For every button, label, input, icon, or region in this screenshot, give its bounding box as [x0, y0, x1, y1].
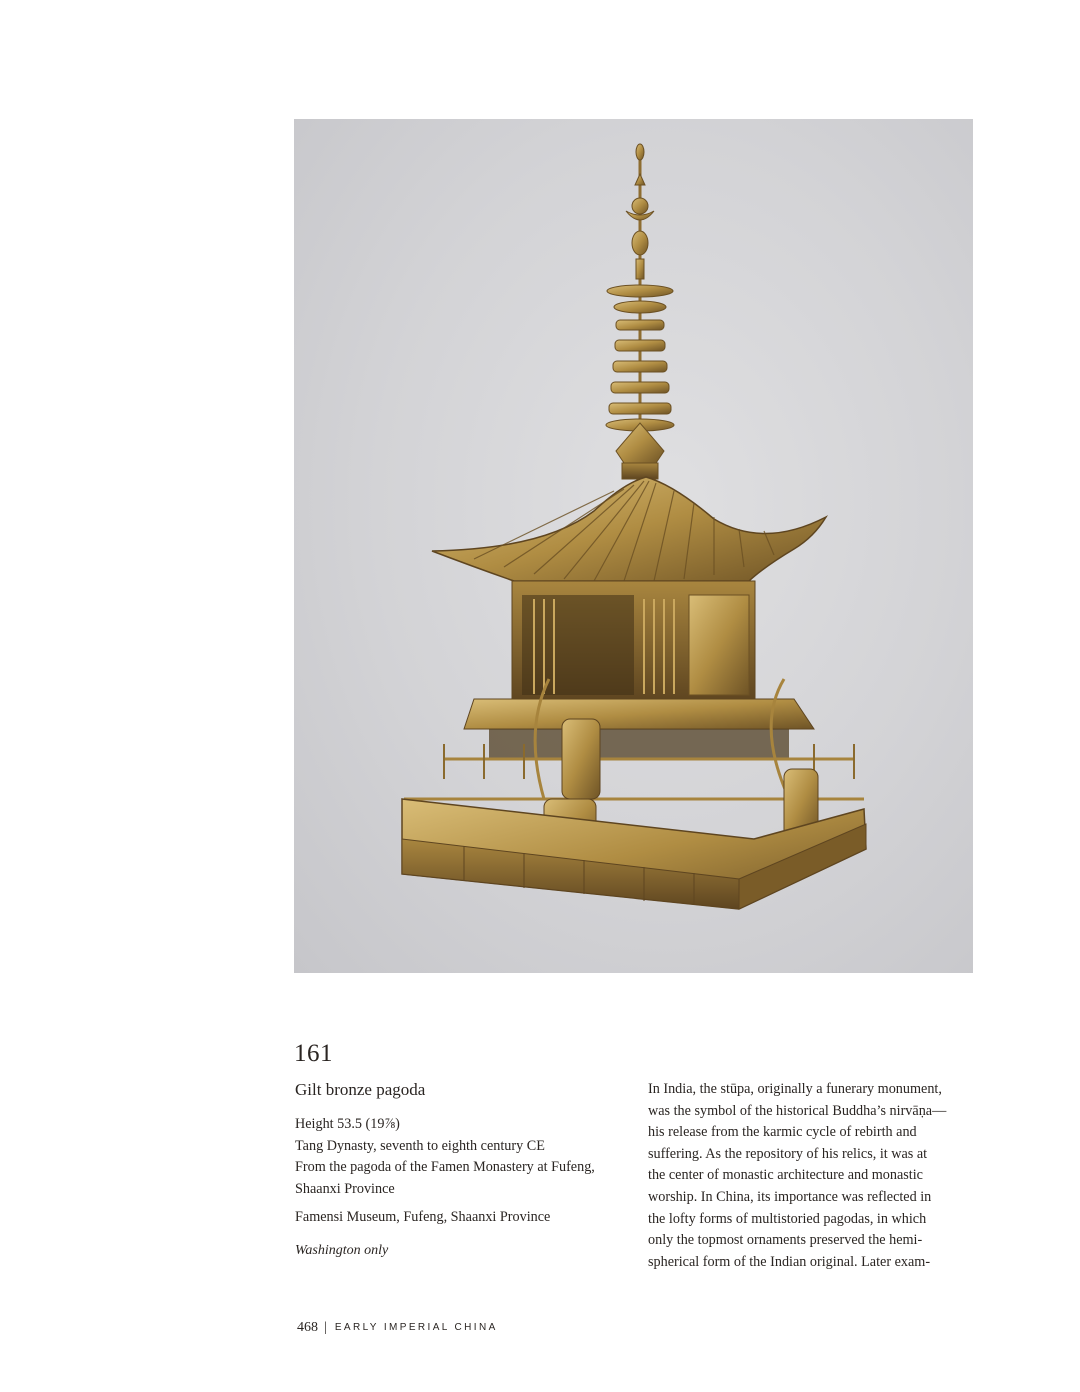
- object-provenance-line-1: From the pagoda of the Famen Monastery at Fufeng,: [295, 1159, 595, 1175]
- catalog-details: [295, 1114, 635, 1200]
- running-section-title: EARLY IMPERIAL CHINA: [334, 1322, 498, 1333]
- object-period: Tang Dynasty, seventh to eighth century CE: [295, 1137, 545, 1154]
- essay-line: worship. In China, its importance was reflected in: [648, 1188, 932, 1205]
- essay-line: only the topmost ornaments preserved the hemi-: [648, 1232, 923, 1249]
- gilt-bronze-pagoda-image: [294, 119, 973, 973]
- essay-text: [648, 1079, 978, 1273]
- essay-line: suffering. As the repository of his relics, it was at: [648, 1145, 928, 1162]
- essay-line: spherical form of the Indian original. Later exam-: [648, 1253, 931, 1270]
- essay-line: the center of monastic architecture and monastic: [648, 1167, 923, 1184]
- object-location: Famensi Museum, Fufeng, Shaanxi Province: [295, 1209, 551, 1225]
- footer-separator: |: [324, 1320, 327, 1335]
- object-provenance-line-2: Shaanxi Province: [295, 1180, 395, 1197]
- essay-line: the lofty forms of multistoried pagodas, in which: [648, 1210, 927, 1227]
- essay-line: In India, the stūpa, originally a funerary monument,: [648, 1081, 942, 1097]
- catalog-title: Gilt bronze pagoda: [295, 1080, 426, 1099]
- essay-line: was the symbol of the historical Buddha’s nirvāṇa—: [648, 1102, 947, 1119]
- object-height: Height 53.5 (19⅞): [295, 1116, 400, 1132]
- essay-line: his release from the karmic cycle of rebirth and: [648, 1124, 917, 1141]
- page-number: 468: [297, 1320, 318, 1335]
- pagoda-photo: [294, 119, 973, 973]
- page-footer: [297, 1320, 498, 1336]
- catalog-number: 161: [294, 1040, 333, 1067]
- exhibition-note: Washington only: [295, 1243, 389, 1258]
